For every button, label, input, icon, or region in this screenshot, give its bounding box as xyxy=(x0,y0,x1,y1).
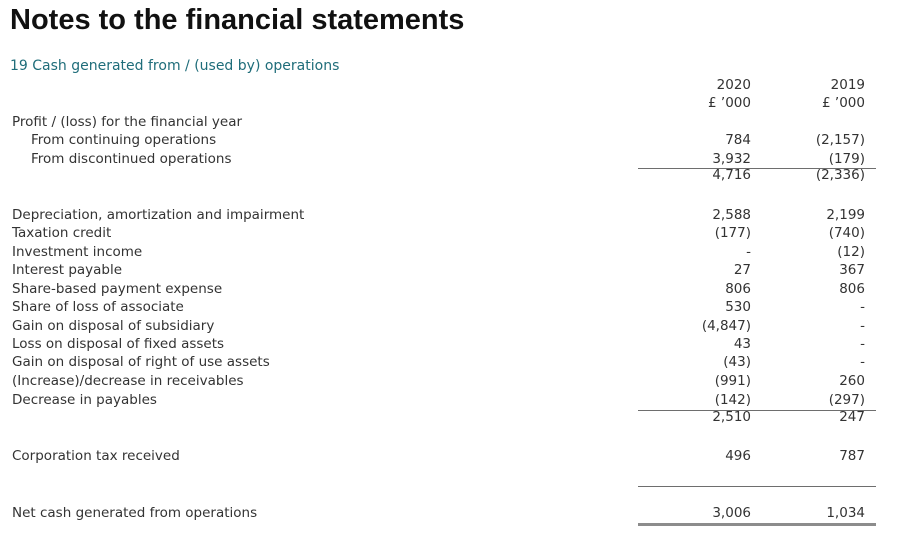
row-label: Share-based payment expense xyxy=(12,281,223,297)
row-value-2019: 806 xyxy=(839,281,865,297)
note-heading: 19 Cash generated from / (used by) operations xyxy=(10,58,340,74)
row-label: Taxation credit xyxy=(12,225,112,241)
row-label: Decrease in payables xyxy=(12,392,157,408)
row-value-2019: (2,157) xyxy=(815,132,865,148)
row-label: Corporation tax received xyxy=(12,448,180,464)
page-title: Notes to the financial statements xyxy=(10,4,465,36)
row-label: Loss on disposal of fixed assets xyxy=(12,336,225,352)
row-value-2020: (43) xyxy=(723,354,751,370)
row-value-2020: 530 xyxy=(725,299,751,315)
row-value-2020: (142) xyxy=(714,392,751,408)
row-value-2019: 787 xyxy=(839,448,865,464)
row-label: Share of loss of associate xyxy=(12,299,184,315)
row-label: From discontinued operations xyxy=(31,151,232,167)
row-value-2019: - xyxy=(860,299,865,315)
row-value-2019: (740) xyxy=(828,225,865,241)
grand-total-double-rule xyxy=(638,523,876,526)
row-value-2020: 3,932 xyxy=(712,151,751,167)
row-value-2019: - xyxy=(860,318,865,334)
row-label: (Increase)/decrease in receivables xyxy=(12,373,244,389)
row-value-2020: (177) xyxy=(714,225,751,241)
net-cash-2020: 3,006 xyxy=(712,505,751,521)
row-value-2020: 43 xyxy=(733,336,751,352)
row-value-2020: - xyxy=(746,244,751,260)
row-value-2020: (991) xyxy=(714,373,751,389)
column-year-2020: 2020 xyxy=(716,77,751,93)
row-label: Gain on disposal of subsidiary xyxy=(12,318,215,334)
row-value-2019: - xyxy=(860,354,865,370)
row-value-2019: - xyxy=(860,336,865,352)
profit-total-2019: (2,336) xyxy=(815,167,865,183)
total-rule xyxy=(638,486,876,487)
row-label: From continuing operations xyxy=(31,132,217,148)
net-cash-label: Net cash generated from operations xyxy=(12,505,258,521)
adjustments-total-2020: 2,510 xyxy=(712,409,751,425)
row-value-2019: 367 xyxy=(839,262,865,278)
row-value-2020: 2,588 xyxy=(712,207,751,223)
row-value-2020: 496 xyxy=(725,448,751,464)
column-year-2019: 2019 xyxy=(830,77,865,93)
row-label: Gain on disposal of right of use assets xyxy=(12,354,270,370)
column-unit-2019: £ ’000 xyxy=(822,95,865,111)
row-value-2019: (12) xyxy=(837,244,865,260)
row-value-2019: (297) xyxy=(828,392,865,408)
row-value-2020: 806 xyxy=(725,281,751,297)
column-unit-2020: £ ’000 xyxy=(708,95,751,111)
row-value-2019: 2,199 xyxy=(826,207,865,223)
row-label: Depreciation, amortization and impairment xyxy=(12,207,305,223)
row-label: Interest payable xyxy=(12,262,123,278)
profit-total-2020: 4,716 xyxy=(712,167,751,183)
row-value-2019: 260 xyxy=(839,373,865,389)
row-value-2020: (4,847) xyxy=(701,318,751,334)
adjustments-total-2019: 247 xyxy=(839,409,865,425)
row-value-2020: 784 xyxy=(725,132,751,148)
row-value-2019: (179) xyxy=(828,151,865,167)
profit-heading: Profit / (loss) for the financial year xyxy=(12,114,243,130)
row-value-2020: 27 xyxy=(733,262,751,278)
net-cash-2019: 1,034 xyxy=(826,505,865,521)
row-label: Investment income xyxy=(12,244,143,260)
